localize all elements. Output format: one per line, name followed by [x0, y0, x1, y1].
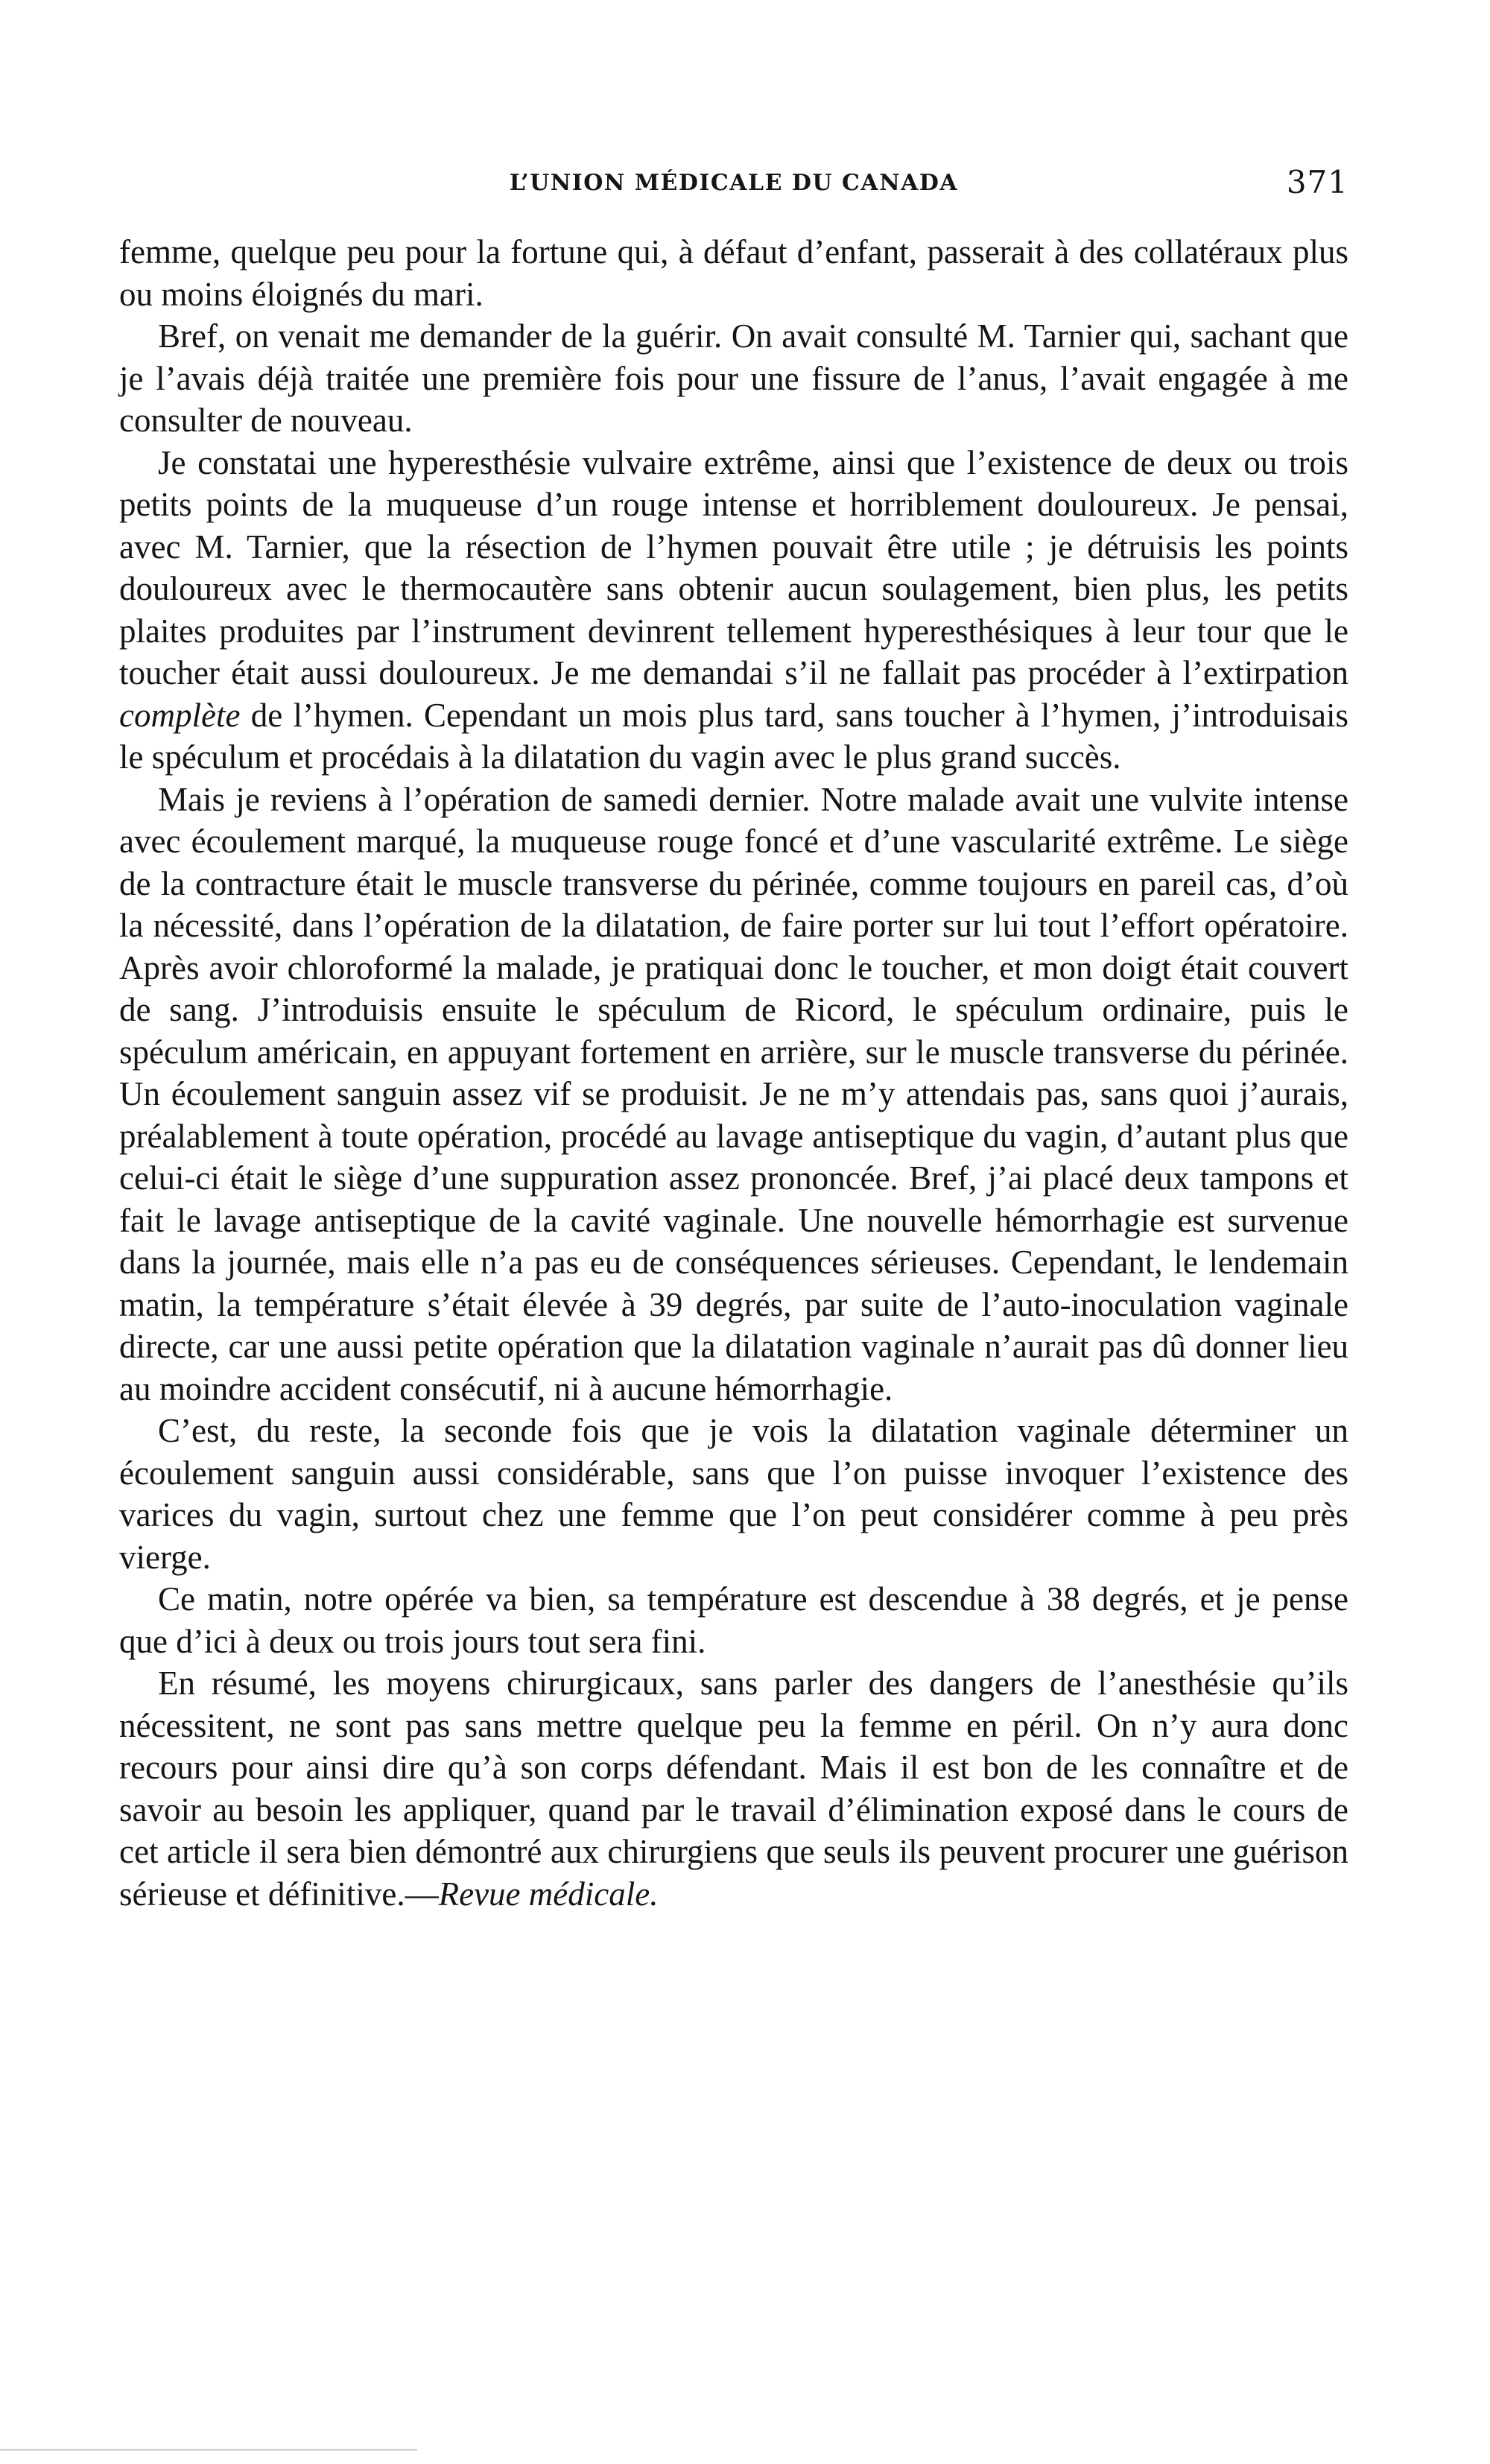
running-title: L’UNION MÉDICALE DU CANADA: [509, 170, 959, 196]
paragraph: [119, 1578, 1348, 1662]
italic-text: complète: [119, 696, 241, 734]
book-page: [119, 164, 1348, 1915]
paragraph-text: Mais je reviens à l’opération de samedi dernier. Notre malade avait une vulvite intense avec écoulement marqué, la muqueuse rouge foncé et d’une vascularité extrême. Le siège de la contracture était le muscle transverse du périnée, comme toujours en pareil cas, d’où la nécessité, dans l’opération de la dilatation, de faire porter sur lui tout l’effort opératoire. Après avoir chloroformé la malade, je pratiquai donc le toucher, et mon doigt était couvert de sang. J’introduisis ensuite le spéculum de Ricord, le spéculum ordinaire, puis le spéculum américain, en appuyant fortement en arrière, sur le muscle transverse du périnée. Un écoulement sanguin assez vif se produisit. Je ne m’y attendais pas, sans quoi j’aurais, préalablement à toute opération, procédé au lavage antiseptique du vagin, d’autant plus que celui-ci était le siège d’une suppuration assez prononcée. Bref, j’ai placé deux tampons et fait le lavage antiseptique de la cavité vaginale. Une nouvelle hémorrhagie est survenue dans la journée, mais elle n’a pas eu de conséquences sérieuses. Cependant, le lendemain matin, la température s’était élevée à 39 degrés, par suite de l’auto-inoculation vaginale directe, car une aussi petite opération que la dilatation vaginale n’aurait pas dû donner lieu au moindre accident consécutif, ni à aucune hémorrhagie.: [119, 780, 1348, 1407]
paragraph-text: Ce matin, notre opérée va bien, sa température est descendue à 38 degrés, et je pense que d’ici à deux ou trois jours tout sera fini.: [119, 1580, 1348, 1660]
footer-rule: [0, 2449, 417, 2451]
paragraph: [119, 315, 1348, 442]
paragraph-text: femme, quelque peu pour la fortune qui, à défaut d’enfant, passerait à des collatéraux plus ou moins éloignés du mari.: [119, 233, 1348, 313]
paragraph-text: Je constatai une hyperesthésie vulvaire extrême, ainsi que l’existence de deux ou trois petits points de la muqueuse d’un rouge intense et horriblement douloureux. Je pensai, avec M. Tarnier, que la résection de l’hymen pouvait être utile ; je détruisis les points douloureux avec le thermocautère sans obtenir aucun soulagement, bien plus, les petits plaites produites par l’instrument devinrent tellement hyperesthésiques à leur tour que le toucher était aussi douloureux. Je me demandai s’il ne fallait pas procéder à l’extirpation: [119, 443, 1348, 691]
paragraph: [119, 1410, 1348, 1578]
paragraph-text: Bref, on venait me demander de la guérir. On avait consulté M. Tarnier qui, sachant que je l’avais déjà traitée une première fois pour une fissure de l’anus, l’avait engagée à me consulter de nouveau.: [119, 317, 1348, 439]
running-head: [119, 164, 1348, 216]
paragraph-text: de l’hymen. Cependant un mois plus tard, sans toucher à l’hymen, j’introduisais le spéculum et procédais à la dilatation du vagin avec le plus grand succès.: [119, 696, 1348, 776]
paragraph-text: C’est, du reste, la seconde fois que je vois la dilatation vaginale déterminer un écoulement sanguin aussi considérable, sans que l’on puisse invoquer l’existence des varices du vagin, surtout chez une femme que l’on peut considérer comme à peu près vierge.: [119, 1412, 1348, 1576]
paragraph: [119, 231, 1348, 315]
article-body: [119, 231, 1348, 1915]
page-number: 371: [1286, 164, 1348, 200]
paragraph: [119, 779, 1348, 1410]
paragraph-text: En résumé, les moyens chirurgicaux, sans parler des dangers de l’anesthésie qu’ils nécessitent, ne sont pas sans mettre quelque peu la femme en péril. On n’y aura donc recours pour ainsi dire qu’à son corps défendant. Mais il est bon de les connaître et de savoir au besoin les appliquer, quand par le travail d’élimination exposé dans le cours de cet article il sera bien démontré aux chirurgiens que seuls ils peuvent procurer une guérison sérieuse et définitive.—: [119, 1665, 1348, 1913]
paragraph: [119, 1662, 1348, 1915]
paragraph: [119, 442, 1348, 779]
italic-text: Revue médicale.: [438, 1875, 659, 1913]
